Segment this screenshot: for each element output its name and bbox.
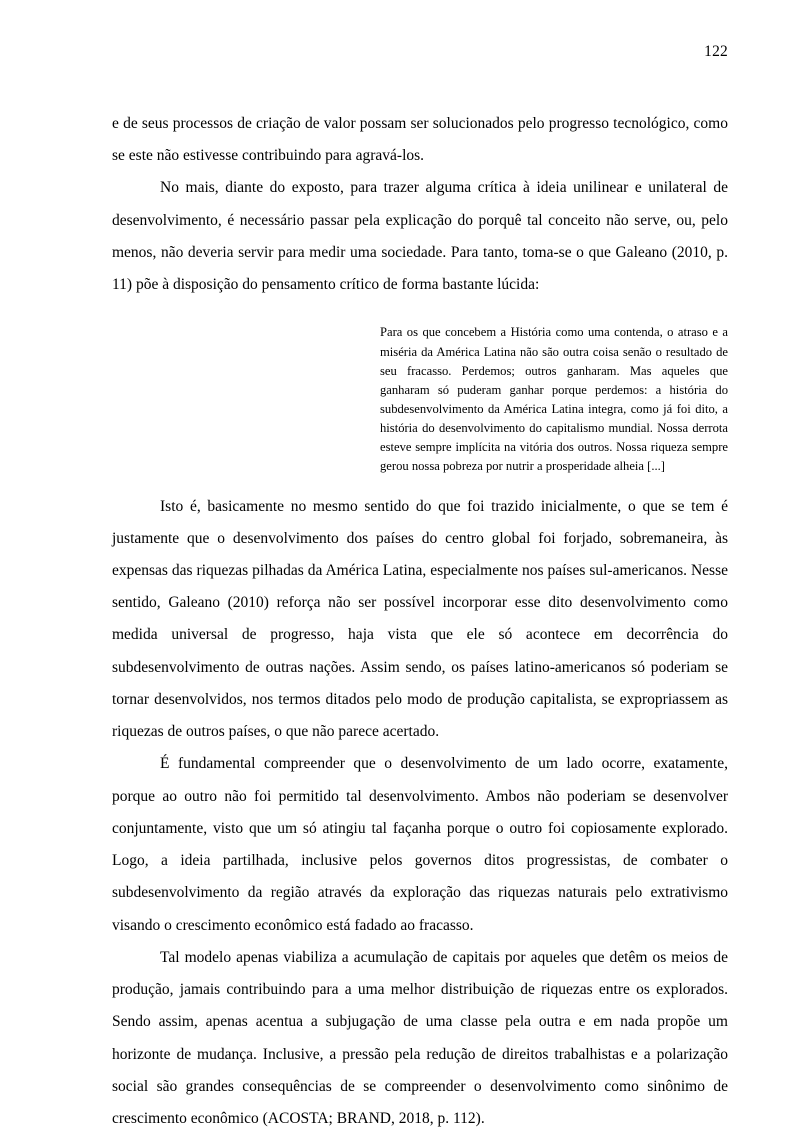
page-body [112,108,728,1135]
paragraph-galeano-analysis: Isto é, basicamente no mesmo sentido do que foi trazido inicialmente, o que se tem é justamente que o desenvolvimento dos países do centro global foi forjado, sobremaneira, às expensas das riquezas pilhadas da América Latina, especialmente nos países sul-americanos. Nesse sentido, Galeano (2010) reforça não ser possível incorporar esse dito desenvolvimento como medida universal de progresso, haja vista que ele só acontece em decorrência do subdesenvolvimento de outras nações. Assim sendo, os países latino-americanos só poderiam se tornar desenvolvidos, nos termos ditados pelo modo de produção capitalista, se expropriassem as riquezas de outros países, o que não parece acertado. [112,497,728,741]
paragraph-continuation: e de seus processos de criação de valor possam ser solucionados pelo progresso tecnológico, como se este não estivesse contribuindo para agravá-los. [112,115,728,165]
paragraph-capital-accumulation: Tal modelo apenas viabiliza a acumulação de capitais por aqueles que detêm os meios de produção, jamais contribuindo para a uma melhor distribuição de riquezas entre os explorados. Sendo assim, apenas acentua a subjugação de uma classe pela outra e em nada propõe um horizonte de mudança. Inclusive, a pressão pela redução de direitos trabalhistas e a polarização social são grandes consequências de se compreender o desenvolvimento como sinônimo de crescimento econômico (ACOSTA; BRAND, 2018, p. 112). [112,948,728,1127]
blockquote-text: Para os que concebem a História como uma contenda, o atraso e a miséria da América Latina não são outra coisa senão o resultado de seu fracasso. Perdemos; outros ganharam. Mas aqueles que ganharam só puderam ganhar porque perdemos: a história do subdesenvolvimento da América Latina integra, como já foi dito, a história do desenvolvimento do capitalismo mundial. Nossa derrota esteve sempre implícita na vitória dos outros. Nossa riqueza sempre gerou nossa pobreza por nutrir a prosperidade alheia [...] [380,325,728,474]
blockquote [112,323,728,476]
paragraph-development-contrast: É fundamental compreender que o desenvolvimento de um lado ocorre, exatamente, porque ao outro não foi permitido tal desenvolvimento. Ambos não poderiam se desenvolver conjuntamente, visto que um só atingiu tal façanha porque o outro foi copiosamente explorado. Logo, a ideia partilhada, inclusive pelos governos ditos progressistas, de combater o subdesenvolvimento da região através da exploração das riquezas naturais pelo extrativismo visando o crescimento econômico está fadado ao fracasso. [112,755,728,934]
page-number: 122 [704,43,728,60]
paragraph-intro-critique: No mais, diante do exposto, para trazer alguma crítica à ideia unilinear e unilateral de desenvolvimento, é necessário passar pela explicação do porquê tal conceito não serve, ou, pelo menos, não deveria servir para medir uma sociedade. Para tanto, toma-se o que Galeano (2010, p. 11) põe à disposição do pensamento crítico de forma bastante lúcida: [112,179,728,294]
